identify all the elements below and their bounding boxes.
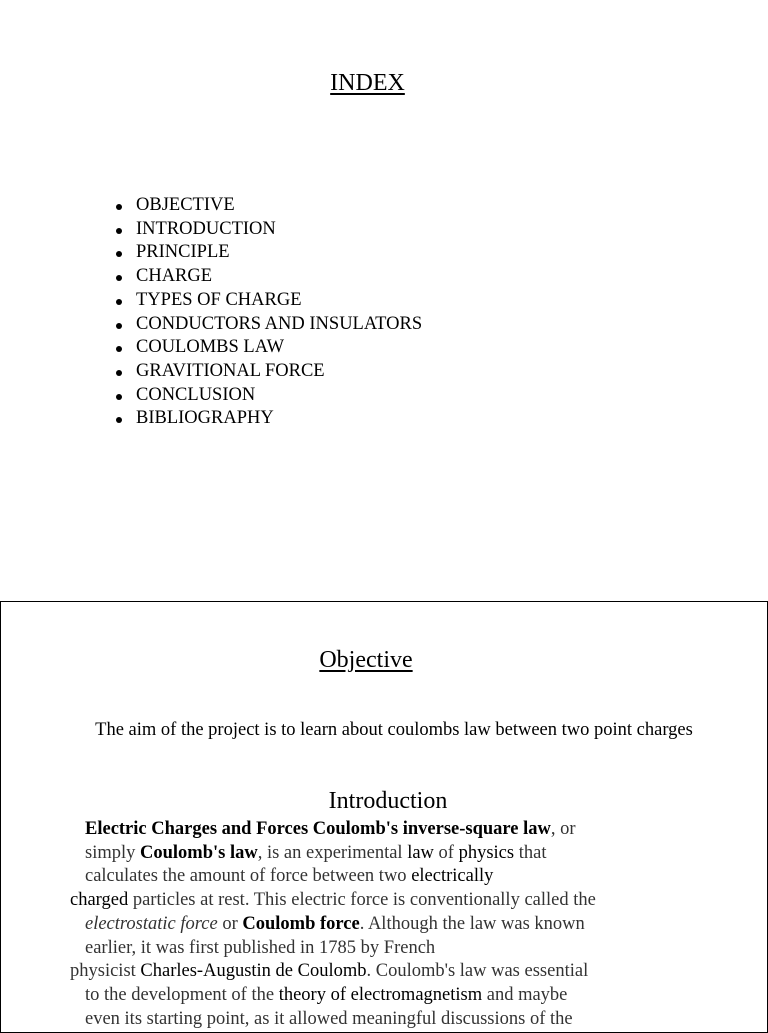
paragraph-line xyxy=(70,937,630,961)
paragraph-line xyxy=(70,865,630,889)
list-item-label: OBJECTIVE xyxy=(136,195,235,215)
bullet-icon xyxy=(116,370,122,376)
introduction-paragraph xyxy=(70,818,630,1031)
paragraph-line xyxy=(70,960,630,984)
index-list xyxy=(113,194,422,431)
text-run: , or xyxy=(550,819,576,839)
paragraph-line xyxy=(70,913,630,937)
text-run: simply xyxy=(85,842,140,863)
list-item-label: CONCLUSION xyxy=(136,384,256,405)
list-item-label: GRAVITIONAL FORCE xyxy=(136,360,325,381)
bullet-icon xyxy=(116,228,122,234)
linked-term: physics xyxy=(458,842,515,863)
bullet-icon xyxy=(116,275,122,281)
list-item-label: PRINCIPLE xyxy=(136,242,230,263)
bold-term: Electric Charges and Forces Coulomb's inverse-square law xyxy=(85,819,551,839)
linked-term: theory of electromagnetism xyxy=(278,984,483,1005)
objective-text: The aim of the project is to learn about coulombs law between two point charges xyxy=(95,720,693,740)
linked-term: law xyxy=(407,842,434,863)
introduction-title: Introduction xyxy=(328,788,448,814)
list-item-label: CONDUCTORS AND INSULATORS xyxy=(136,313,423,334)
list-item xyxy=(113,407,422,431)
bullet-icon xyxy=(116,251,122,257)
text-run: particles at rest. This electric force is conventionally called the xyxy=(128,890,596,911)
list-item-label: TYPES OF CHARGE xyxy=(136,289,302,310)
list-item-label: BIBLIOGRAPHY xyxy=(136,408,274,429)
bullet-icon xyxy=(116,417,122,423)
list-item xyxy=(113,384,422,408)
index-title: INDEX xyxy=(330,70,405,96)
text-run: to the development of the xyxy=(85,984,279,1005)
bold-term: Coulomb force xyxy=(242,913,360,934)
text-run: of xyxy=(433,842,459,863)
list-item xyxy=(113,289,422,313)
linked-term: Charles-Augustin de Coulomb xyxy=(140,961,367,982)
text-run: even its starting point, as it allowed meaningful discussions of the xyxy=(85,1008,573,1029)
list-item xyxy=(113,241,422,265)
list-item-label: COULOMBS LAW xyxy=(136,337,285,358)
paragraph-line xyxy=(70,1008,630,1032)
list-item xyxy=(113,194,422,218)
text-run: or xyxy=(217,913,243,934)
bold-term: Coulomb's law xyxy=(140,842,258,863)
paragraph-line xyxy=(70,889,630,913)
text-run: . Although the law was known xyxy=(359,913,585,934)
objective-title: Objective xyxy=(319,647,413,673)
list-item xyxy=(113,336,422,360)
bullet-icon xyxy=(116,323,122,329)
bullet-icon xyxy=(116,394,122,400)
text-run: . Coulomb's law was essential xyxy=(366,961,589,982)
text-run: physicist xyxy=(70,961,141,982)
text-run: earlier, it was first published in 1785 by French xyxy=(85,937,436,958)
bullet-icon xyxy=(116,346,122,352)
text-run: calculates the amount of force between two xyxy=(85,866,412,887)
list-item-label: CHARGE xyxy=(136,266,213,287)
list-item-label: INTRODUCTION xyxy=(136,218,276,239)
content-page xyxy=(0,601,768,1033)
text-run: that xyxy=(514,842,547,863)
bullet-icon xyxy=(116,299,122,305)
list-item xyxy=(113,313,422,337)
paragraph-line xyxy=(70,984,630,1008)
linked-term: charged xyxy=(70,890,129,911)
list-item xyxy=(113,265,422,289)
text-run: , is an experimental xyxy=(257,842,408,863)
text-run: and maybe xyxy=(482,984,568,1005)
italic-term: electrostatic force xyxy=(85,913,218,934)
paragraph-line xyxy=(70,818,630,842)
paragraph-line xyxy=(70,842,630,866)
list-item xyxy=(113,218,422,242)
bullet-icon xyxy=(116,204,122,210)
linked-term: electrically xyxy=(411,866,494,887)
list-item xyxy=(113,360,422,384)
